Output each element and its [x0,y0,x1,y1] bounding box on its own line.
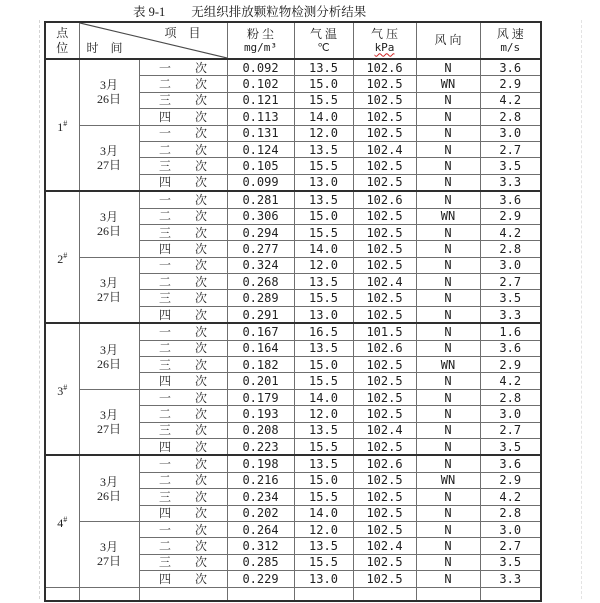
dust-col-header [227,22,294,59]
press-value: 102.5 [353,472,416,488]
seq-cell: 三 次 [139,422,227,438]
wind-dir-value: N [416,505,480,521]
seq-cell: 一 次 [139,191,227,208]
point-group-3 [45,323,541,455]
point-header-line1: 点 [56,26,69,41]
press-value: 102.5 [353,125,416,141]
press-value: 102.4 [353,141,416,157]
temp-value: 13.0 [294,571,353,587]
table-row [45,323,541,340]
wind-speed-value: 2.7 [480,141,541,157]
empty-cell [416,587,480,601]
date-cell [79,389,139,455]
wind-dir-value: N [416,373,480,389]
date-day: 27日 [96,422,121,437]
table-row [45,455,541,472]
wind-speed-value: 2.9 [480,357,541,373]
empty-cell [294,587,353,601]
wind-dir-col-header [416,22,480,59]
dust-value: 0.208 [227,422,294,438]
wind-dir-value: N [416,141,480,157]
temp-value: 15.0 [294,357,353,373]
wind-speed-value: 3.0 [480,521,541,537]
temp-value: 15.5 [294,489,353,505]
temp-value: 12.0 [294,257,353,273]
dust-value: 0.099 [227,174,294,191]
temp-value: 13.5 [294,141,353,157]
wind-speed-value: 3.6 [480,340,541,356]
text-boundary-right [581,20,582,599]
press-value: 102.5 [353,109,416,125]
dust-value: 0.164 [227,340,294,356]
press-value: 102.5 [353,306,416,323]
press-value: 102.5 [353,489,416,505]
date-day: 26日 [96,224,121,239]
date-cell [79,191,139,257]
table-caption [133,2,366,20]
wind-dir-value: N [416,257,480,273]
particulate-results-table [44,21,542,602]
point-id [45,191,79,323]
wind-speed-value: 4.2 [480,489,541,505]
temp-value: 13.0 [294,306,353,323]
seq-cell: 二 次 [139,76,227,92]
empty-cell [227,587,294,601]
wind-speed-value: 3.5 [480,438,541,455]
temp-value: 15.0 [294,208,353,224]
seq-cell: 一 次 [139,125,227,141]
seq-cell: 四 次 [139,505,227,521]
wind-dir-value: N [416,571,480,587]
press-value: 102.6 [353,455,416,472]
date-month: 3月 [99,143,118,158]
wind-dir-value: N [416,538,480,554]
seq-cell: 一 次 [139,59,227,76]
temp-value: 13.5 [294,274,353,290]
temp-value: 12.0 [294,125,353,141]
press-col-header [353,22,416,59]
wind-speed-value: 2.7 [480,422,541,438]
seq-cell: 一 次 [139,521,227,537]
wind-speed-value: 3.3 [480,306,541,323]
dust-value: 0.216 [227,472,294,488]
table-row [45,521,541,537]
empty-cell [480,587,541,601]
temp-value: 15.0 [294,76,353,92]
press-value: 102.5 [353,174,416,191]
date-cell [79,521,139,587]
point-number: 4 [57,515,64,530]
dust-value: 0.285 [227,554,294,570]
seq-cell: 二 次 [139,274,227,290]
point-mark: # [63,250,68,260]
temp-value: 13.0 [294,174,353,191]
wind-speed-value: 3.0 [480,406,541,422]
wind-speed-value: 3.5 [480,290,541,306]
wind-dir-value: N [416,438,480,455]
date-month: 3月 [99,78,118,93]
press-value: 102.5 [353,92,416,108]
wind-speed-value: 2.8 [480,389,541,405]
seq-cell: 三 次 [139,224,227,240]
wind-dir-value: N [416,109,480,125]
table-caption-label: 表 9-1 [133,5,166,19]
temp-value: 15.5 [294,224,353,240]
press-value: 102.5 [353,224,416,240]
date-cell [79,323,139,389]
seq-cell: 四 次 [139,373,227,389]
dust-value: 0.167 [227,323,294,340]
wind-dir-value: N [416,521,480,537]
dust-value: 0.202 [227,505,294,521]
temp-value: 15.5 [294,438,353,455]
wind-speed-value: 2.8 [480,241,541,257]
press-value: 102.5 [353,521,416,537]
date-cell [79,257,139,323]
header-item-label: 项 目 [164,26,201,40]
wind-speed-value: 3.3 [480,174,541,191]
wind-dir-value: N [416,191,480,208]
corner-header-cell [79,22,227,59]
dust-value: 0.198 [227,455,294,472]
wind-dir-value: N [416,306,480,323]
wind-speed-value: 3.0 [480,257,541,273]
seq-cell: 三 次 [139,92,227,108]
wind-dir-value: N [416,554,480,570]
date-cell [79,455,139,521]
table-row [45,257,541,273]
temp-value: 15.5 [294,158,353,174]
dust-value: 0.268 [227,274,294,290]
temp-value: 13.5 [294,59,353,76]
temp-value: 13.5 [294,422,353,438]
empty-trailing-row-group [45,587,541,601]
dust-header-name: 粉 尘 [246,27,274,42]
wind-dir-value: WN [416,76,480,92]
temp-value: 13.5 [294,191,353,208]
dust-value: 0.113 [227,109,294,125]
wind-speed-value: 2.8 [480,505,541,521]
temp-value: 15.5 [294,554,353,570]
temp-value: 15.5 [294,290,353,306]
temp-value: 15.5 [294,373,353,389]
point-mark: # [63,118,68,128]
table-row [45,59,541,76]
seq-cell: 一 次 [139,389,227,405]
wind-dir-value: N [416,158,480,174]
press-value: 102.5 [353,571,416,587]
date-day: 27日 [96,289,121,304]
press-value: 102.5 [353,257,416,273]
dust-value: 0.281 [227,191,294,208]
date-month: 3月 [99,210,118,225]
wind-dir-value: N [416,340,480,356]
wind-dir-value: N [416,290,480,306]
seq-cell: 二 次 [139,208,227,224]
temp-value: 15.0 [294,472,353,488]
dust-value: 0.264 [227,521,294,537]
temp-value: 16.5 [294,323,353,340]
press-value: 102.4 [353,538,416,554]
empty-cell [45,587,79,601]
press-value: 102.4 [353,274,416,290]
wind-dir-value: WN [416,357,480,373]
wind-speed-value: 2.9 [480,472,541,488]
date-cell [79,125,139,191]
press-value: 102.6 [353,191,416,208]
dust-value: 0.193 [227,406,294,422]
wind-dir-value: WN [416,472,480,488]
point-id [45,59,79,191]
date-month: 3月 [99,342,118,357]
dust-value: 0.277 [227,241,294,257]
table-caption-text: 无组织排放颗粒物检测分析结果 [191,5,367,19]
wind-dir-value: N [416,241,480,257]
press-header-unit: kPa [374,40,395,54]
temp-col-header [294,22,353,59]
wind-speed-value: 2.7 [480,274,541,290]
dust-value: 0.105 [227,158,294,174]
seq-cell: 三 次 [139,357,227,373]
wind-speed-value: 3.6 [480,59,541,76]
empty-cell [139,587,227,601]
date-month: 3月 [99,275,118,290]
empty-row [45,587,541,601]
seq-cell: 一 次 [139,455,227,472]
empty-cell [79,587,139,601]
seq-cell: 一 次 [139,323,227,340]
dust-value: 0.234 [227,489,294,505]
press-value: 101.5 [353,323,416,340]
press-value: 102.5 [353,389,416,405]
dust-value: 0.179 [227,389,294,405]
wind-speed-value: 4.2 [480,373,541,389]
wind-dir-value: N [416,59,480,76]
point-col-header [45,22,79,59]
dust-value: 0.289 [227,290,294,306]
point-id [45,455,79,587]
temp-value: 13.5 [294,340,353,356]
temp-value: 13.5 [294,538,353,554]
text-boundary-left [39,20,40,599]
wind-speed-value: 3.6 [480,191,541,208]
point-group-4 [45,455,541,587]
date-month: 3月 [99,408,118,423]
date-day: 26日 [96,356,121,371]
temp-header-unit: ℃ [317,40,330,54]
press-value: 102.5 [353,241,416,257]
dust-value: 0.102 [227,76,294,92]
seq-cell: 四 次 [139,306,227,323]
dust-header-unit: mg/m³ [243,40,278,54]
point-mark: # [63,382,68,392]
press-header-name: 气 压 [370,27,398,42]
wind-speed-value: 2.7 [480,538,541,554]
dust-value: 0.124 [227,141,294,157]
empty-cell [353,587,416,601]
seq-cell: 三 次 [139,158,227,174]
dust-value: 0.312 [227,538,294,554]
seq-cell: 四 次 [139,241,227,257]
date-day: 26日 [96,92,121,107]
seq-cell: 二 次 [139,538,227,554]
press-value: 102.6 [353,340,416,356]
point-group-1 [45,59,541,191]
press-value: 102.5 [353,208,416,224]
press-value: 102.5 [353,505,416,521]
date-day: 27日 [96,554,121,569]
temp-value: 14.0 [294,109,353,125]
dust-value: 0.223 [227,438,294,455]
wind-dir-value: N [416,174,480,191]
table-row [45,125,541,141]
temp-value: 13.5 [294,455,353,472]
temp-header-name: 气 温 [309,27,337,42]
press-value: 102.4 [353,422,416,438]
dust-value: 0.306 [227,208,294,224]
wind-speed-value: 3.3 [480,571,541,587]
dust-value: 0.294 [227,224,294,240]
temp-value: 12.0 [294,406,353,422]
wind-dir-value: N [416,389,480,405]
wind-speed-value: 2.9 [480,76,541,92]
dust-value: 0.324 [227,257,294,273]
wind-speed-value: 2.8 [480,109,541,125]
temp-value: 14.0 [294,389,353,405]
seq-cell: 三 次 [139,489,227,505]
press-value: 102.5 [353,357,416,373]
wind-speed-value: 2.9 [480,208,541,224]
wind-speed-value: 3.5 [480,554,541,570]
seq-cell: 二 次 [139,340,227,356]
table-row [45,191,541,208]
point-header-line2: 位 [56,40,69,55]
wind-dir-value: N [416,406,480,422]
press-value: 102.5 [353,438,416,455]
wind-speed-header-name: 风 速 [496,27,524,42]
point-number: 1 [57,119,64,134]
seq-cell: 二 次 [139,406,227,422]
wind-dir-value: N [416,274,480,290]
seq-cell: 一 次 [139,257,227,273]
press-value: 102.5 [353,406,416,422]
wind-speed-header-unit: m/s [500,40,521,54]
dust-value: 0.182 [227,357,294,373]
temp-value: 14.0 [294,505,353,521]
header-row [45,22,541,59]
point-number: 3 [57,383,64,398]
point-number: 2 [57,251,64,266]
dust-value: 0.229 [227,571,294,587]
seq-cell: 四 次 [139,109,227,125]
date-day: 26日 [96,488,121,503]
seq-cell: 四 次 [139,438,227,455]
wind-speed-value: 3.0 [480,125,541,141]
date-month: 3月 [99,474,118,489]
press-value: 102.5 [353,554,416,570]
point-group-2 [45,191,541,323]
dust-value: 0.121 [227,92,294,108]
temp-value: 15.5 [294,92,353,108]
seq-cell: 四 次 [139,174,227,191]
wind-speed-col-header [480,22,541,59]
dust-value: 0.291 [227,306,294,323]
wind-dir-value: WN [416,208,480,224]
point-id [45,323,79,455]
date-day: 27日 [96,157,121,172]
table-row [45,389,541,405]
seq-cell: 三 次 [139,554,227,570]
seq-cell: 二 次 [139,472,227,488]
temp-value: 14.0 [294,241,353,257]
wind-dir-value: N [416,125,480,141]
press-value: 102.5 [353,76,416,92]
dust-value: 0.131 [227,125,294,141]
wind-dir-header-name: 风 向 [434,33,462,48]
wind-speed-value: 3.6 [480,455,541,472]
seq-cell: 四 次 [139,571,227,587]
date-cell [79,59,139,125]
press-value: 102.5 [353,290,416,306]
dust-value: 0.092 [227,59,294,76]
wind-speed-value: 1.6 [480,323,541,340]
wind-dir-value: N [416,489,480,505]
wind-speed-value: 3.5 [480,158,541,174]
seq-cell: 二 次 [139,141,227,157]
wind-dir-value: N [416,92,480,108]
press-value: 102.6 [353,59,416,76]
wind-dir-value: N [416,224,480,240]
wind-dir-value: N [416,323,480,340]
press-value: 102.5 [353,373,416,389]
wind-dir-value: N [416,455,480,472]
dust-value: 0.201 [227,373,294,389]
header-time-label: 时 间 [86,40,123,55]
wind-speed-value: 4.2 [480,92,541,108]
seq-cell: 三 次 [139,290,227,306]
temp-value: 12.0 [294,521,353,537]
wind-dir-value: N [416,422,480,438]
date-month: 3月 [99,540,118,555]
point-mark: # [63,514,68,524]
wind-speed-value: 4.2 [480,224,541,240]
press-value: 102.5 [353,158,416,174]
